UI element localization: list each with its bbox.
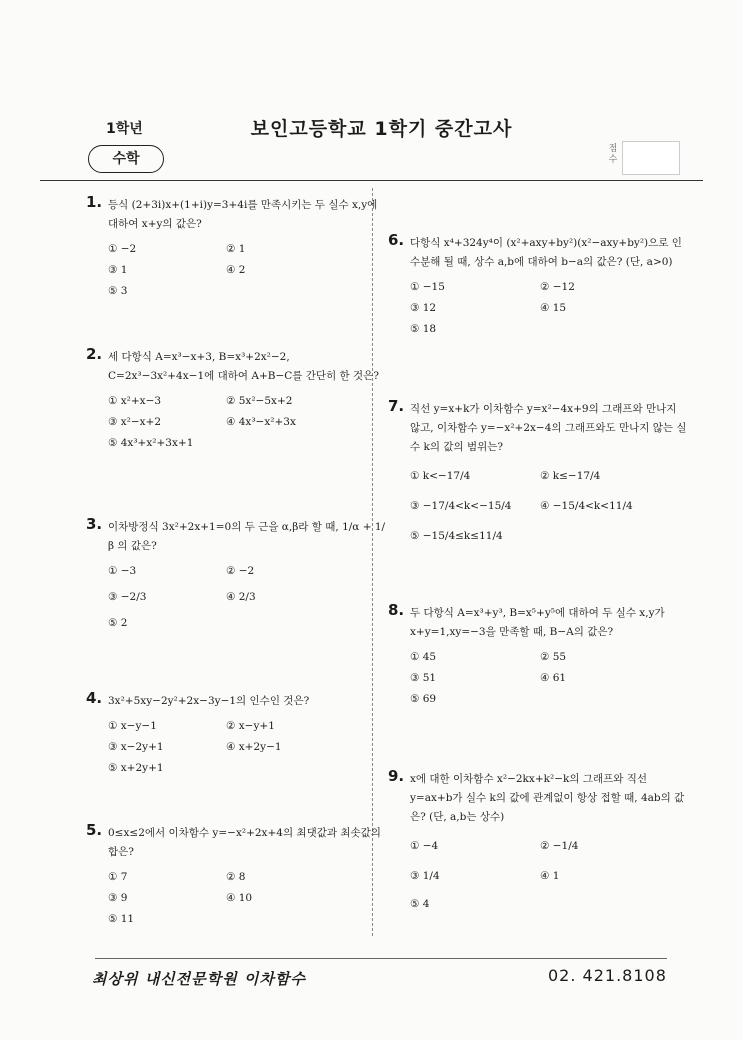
- option-4[interactable]: ④ 2: [226, 264, 246, 276]
- question-text: 3x²+5xy−2y²+2x−3y−1의 인수인 것은?: [108, 695, 310, 707]
- option-1[interactable]: ① x−y−1: [108, 720, 157, 732]
- question-7: [388, 397, 688, 547]
- question-text: x에 대한 이차함수 x²−2kx+k²−k의 그래프와 직선 y=ax+b가 실수 k의 값에 관계없이 항상 접할 때, 4ab의 값은? (단, a,b는 상수): [410, 773, 685, 823]
- option-1[interactable]: ① −3: [108, 565, 137, 577]
- question-1: [86, 193, 386, 304]
- question-5: [86, 821, 386, 932]
- question-number: 1.: [86, 193, 103, 211]
- question-text: 두 다항식 A=x³+y³, B=x⁵+y⁵에 대하여 두 실수 x,y가 x+y=1,xy=−3을 만족할 때, B−A의 값은?: [410, 607, 665, 638]
- option-1[interactable]: ① −15: [410, 281, 445, 293]
- option-3[interactable]: ③ 1/4: [410, 870, 440, 882]
- option-4[interactable]: ④ 61: [540, 672, 567, 684]
- question-number: 5.: [86, 821, 103, 839]
- option-5[interactable]: ⑤ x+2y+1: [108, 762, 164, 774]
- question-number: 7.: [388, 397, 405, 415]
- option-2[interactable]: ② 5x²−5x+2: [226, 395, 293, 407]
- question-6: [388, 231, 688, 342]
- question-number: 9.: [388, 767, 405, 785]
- question-number: 4.: [86, 689, 103, 707]
- option-3[interactable]: ③ −17/4<k<−15/4: [410, 500, 512, 512]
- option-3[interactable]: ③ x²−x+2: [108, 416, 162, 428]
- option-4[interactable]: ④ 1: [540, 870, 560, 882]
- question-number: 3.: [86, 515, 103, 533]
- option-4[interactable]: ④ 10: [226, 892, 253, 904]
- option-5[interactable]: ⑤ 3: [108, 285, 128, 297]
- question-3: [86, 515, 386, 642]
- academy-name: 최상위 내신전문학원 이차함수: [92, 970, 306, 988]
- option-1[interactable]: ① x²+x−3: [108, 395, 162, 407]
- option-1[interactable]: ① 7: [108, 871, 128, 883]
- option-5[interactable]: ⑤ 4: [410, 898, 430, 910]
- question-text: 세 다항식 A=x³−x+3, B=x³+2x²−2, C=2x³−3x²+4x−1에 대하여 A+B−C를 간단히 한 것은?: [108, 351, 379, 382]
- option-3[interactable]: ③ 1: [108, 264, 128, 276]
- option-2[interactable]: ② 8: [226, 871, 246, 883]
- question-9: [388, 767, 688, 913]
- option-4[interactable]: ④ 2/3: [226, 591, 256, 603]
- option-5[interactable]: ⑤ −15/4≤k≤11/4: [410, 530, 503, 542]
- footer-divider: [95, 958, 667, 959]
- question-text: 다항식 x⁴+324y⁴이 (x²+axy+by²)(x²−axy+by²)으로 인수분해 될 때, 상수 a,b에 대하여 b−a의 값은? (단, a>0): [410, 237, 682, 268]
- option-1[interactable]: ① −2: [108, 243, 137, 255]
- option-5[interactable]: ⑤ 18: [410, 323, 437, 335]
- option-1[interactable]: ① k<−17/4: [410, 470, 471, 482]
- option-5[interactable]: ⑤ 2: [108, 617, 128, 629]
- option-1[interactable]: ① −4: [410, 840, 439, 852]
- question-number: 2.: [86, 345, 103, 363]
- question-2: [86, 345, 386, 456]
- option-4[interactable]: ④ −15/4<k<11/4: [540, 500, 633, 512]
- option-5[interactable]: ⑤ 11: [108, 913, 135, 925]
- option-3[interactable]: ③ −2/3: [108, 591, 147, 603]
- option-5[interactable]: ⑤ 69: [410, 693, 437, 705]
- option-3[interactable]: ③ 51: [410, 672, 437, 684]
- option-4[interactable]: ④ 4x³−x²+3x: [226, 416, 296, 428]
- phone-number: 02. 421.8108: [548, 966, 667, 985]
- option-2[interactable]: ② k≤−17/4: [540, 470, 601, 482]
- exam-title: 보인고등학교 1학기 중간고사: [250, 118, 513, 140]
- question-text: 직선 y=x+k가 이차함수 y=x²−4x+9의 그래프와 만나지 않고, 이차함수 y=−x²+2x−4의 그래프와도 만나지 않는 실수 k의 값의 범위는?: [410, 403, 687, 453]
- option-2[interactable]: ② −12: [540, 281, 575, 293]
- question-text: 0≤x≤2에서 이차함수 y=−x²+2x+4의 최댓값과 최솟값의 합은?: [108, 827, 381, 858]
- option-2[interactable]: ② 55: [540, 651, 567, 663]
- option-2[interactable]: ② −1/4: [540, 840, 579, 852]
- header-divider: [40, 180, 703, 181]
- option-3[interactable]: ③ 12: [410, 302, 437, 314]
- question-number: 6.: [388, 231, 405, 249]
- option-4[interactable]: ④ 15: [540, 302, 567, 314]
- option-2[interactable]: ② 1: [226, 243, 246, 255]
- option-3[interactable]: ③ x−2y+1: [108, 741, 164, 753]
- question-4: [86, 689, 386, 781]
- question-8: [388, 601, 688, 712]
- option-2[interactable]: ② −2: [226, 565, 255, 577]
- option-3[interactable]: ③ 9: [108, 892, 128, 904]
- option-5[interactable]: ⑤ 4x³+x²+3x+1: [108, 437, 194, 449]
- score-box: [622, 141, 680, 175]
- score-label: 점수: [608, 144, 618, 165]
- question-text: 등식 (2+3i)x+(1+i)y=3+4i를 만족시키는 두 실수 x,y에 대하여 x+y의 값은?: [108, 199, 378, 230]
- option-4[interactable]: ④ x+2y−1: [226, 741, 282, 753]
- question-number: 8.: [388, 601, 405, 619]
- subject-badge: 수학: [88, 145, 164, 173]
- option-1[interactable]: ① 45: [410, 651, 437, 663]
- question-text: 이차방정식 3x²+2x+1=0의 두 근을 α,β라 할 때, 1/α + 1/β 의 값은?: [108, 521, 386, 552]
- grade-label: 1학년: [106, 121, 143, 137]
- option-2[interactable]: ② x−y+1: [226, 720, 275, 732]
